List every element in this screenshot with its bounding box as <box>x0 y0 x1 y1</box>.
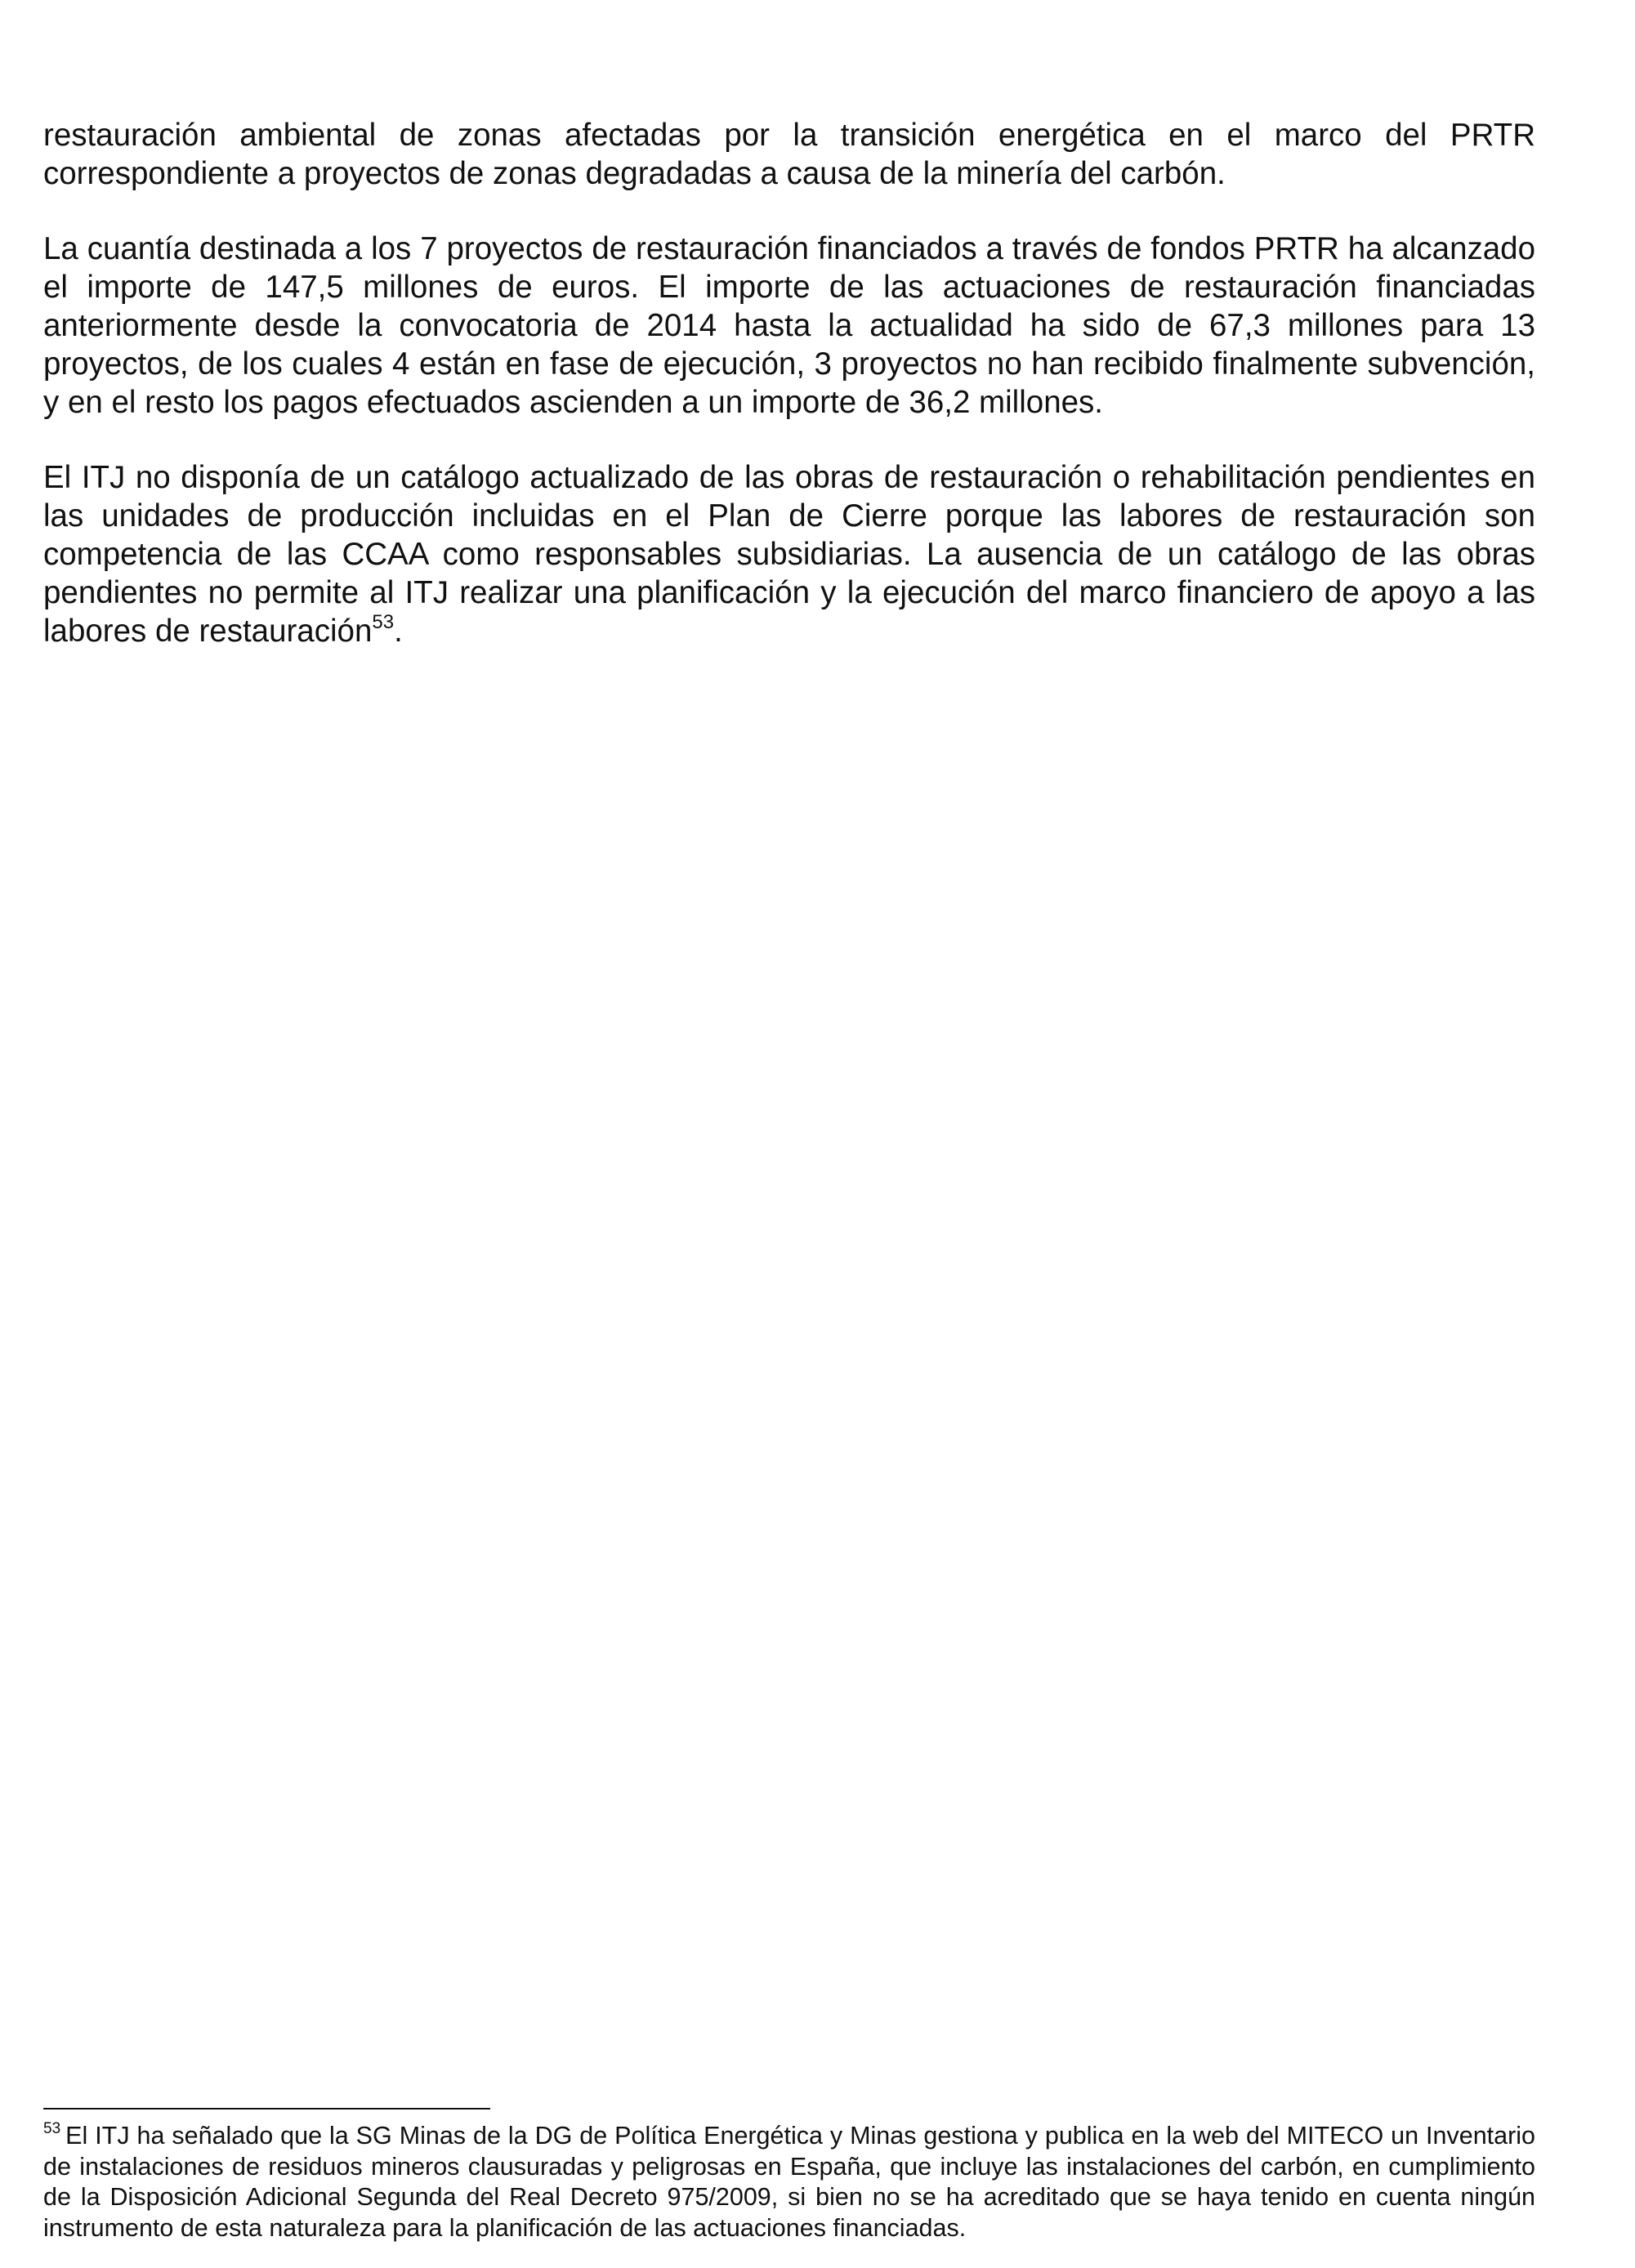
footnote-number: 53 <box>43 2119 61 2137</box>
paragraph-3-text: El ITJ no disponía de un catálogo actualizado de las obras de restauración o rehabilitación pendientes en las unidades de producción incluidas en el Plan de Cierre porque las labores de restauración son competencia de las CCAA como responsables subsidiarias. La ausencia de un catálogo de las obras pendientes no permite al ITJ realizar una planificación y la ejecución del marco financiero de apoyo a las labores de restauración <box>43 460 1535 649</box>
footnote-text: El ITJ ha señalado que la SG Minas de la DG de Política Energética y Minas gestiona y publica en la web del MITECO un Inventario de instalaciones de residuos mineros clausuradas y peligrosas en España, que incluye las instalaciones del carbón, en cumplimiento de la Disposición Adicional Segunda del Real Decreto 975/2009, si bien no se ha acreditado que se haya tenido en cuenta ningún instrumento de esta naturaleza para la planificación de las actuaciones financiadas. <box>43 2122 1535 2242</box>
paragraph-2 <box>43 230 1535 422</box>
paragraph-3-tail: . <box>394 614 403 649</box>
footnote-separator <box>43 2108 490 2110</box>
paragraph-3 <box>43 458 1535 650</box>
paragraph-1-text: restauración ambiental de zonas afectadas por la transición energética en el marco del PRTR correspondiente a proyectos de zonas degradadas a causa de la minería del carbón. <box>43 118 1535 191</box>
footnote-reference[interactable]: 53 <box>372 611 395 634</box>
footnote <box>43 2121 1535 2243</box>
body-text <box>43 116 1535 687</box>
paragraph-1 <box>43 116 1535 193</box>
paragraph-2-text: La cuantía destinada a los 7 proyectos de restauración financiados a través de fondos PRTR ha alcanzado el importe de 147,5 millones de euros. El importe de las actuaciones de restauración financiadas anteriormente desde la convocatoria de 2014 hasta la actualidad ha sido de 67,3 millones para 13 proyectos, de los cuales 4 están en fase de ejecución, 3 proyectos no han recibido finalmente subvención, y en el resto los pagos efectuados ascienden a un importe de 36,2 millones. <box>43 231 1535 420</box>
